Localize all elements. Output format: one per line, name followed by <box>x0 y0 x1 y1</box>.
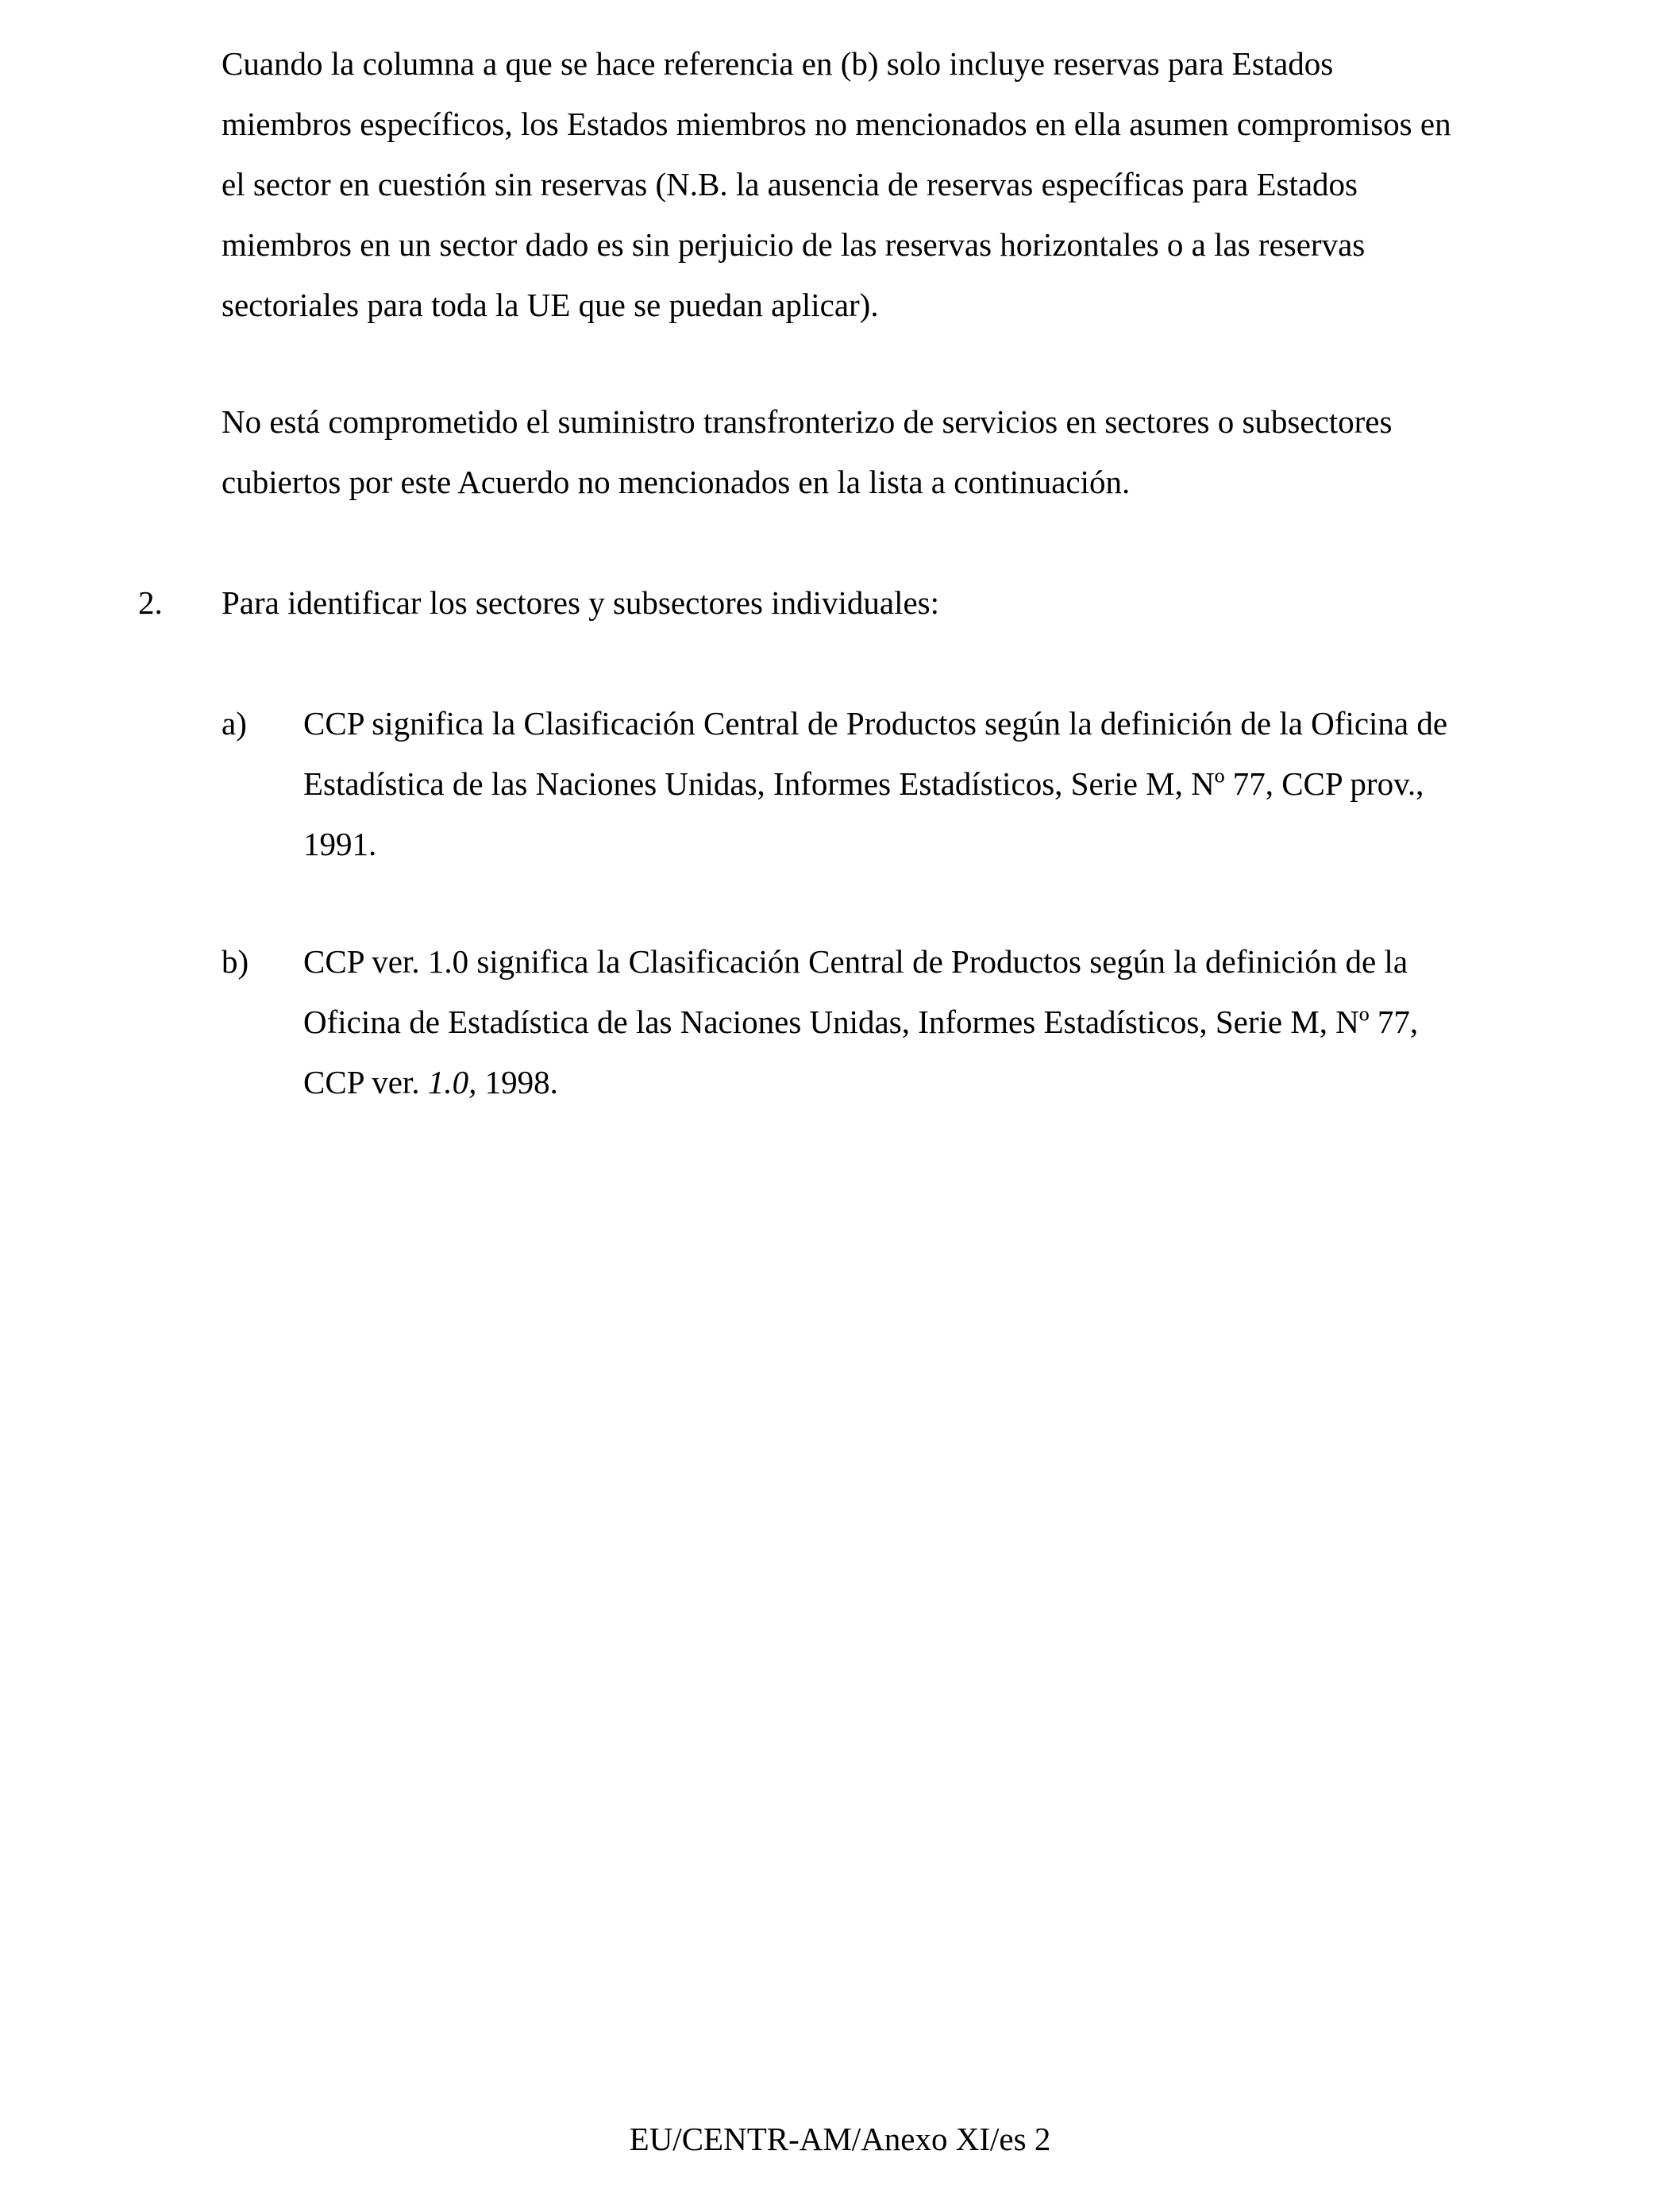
text-line: Cuando la columna a que se hace referencia en (b) solo incluye reservas para Estados <box>222 45 1334 82</box>
text-line: miembros en un sector dado es sin perjuicio de las reservas horizontales o a las reservas <box>222 226 1366 263</box>
text-line: el sector en cuestión sin reservas (N.B. la ausencia de reservas específicas para Estados <box>222 166 1358 202</box>
text-line: CCP significa la Clasificación Central de Productos según la definición de la Oficina de <box>303 705 1448 742</box>
text-line: miembros específicos, los Estados miembros no mencionados en ella asumen compromisos en <box>222 106 1451 142</box>
paragraph-cross-border-supply <box>222 391 1555 512</box>
subitem-b-text <box>303 931 1558 1112</box>
text-line: No está comprometido el suministro transfronterizo de servicios en sectores o subsectores <box>222 403 1393 440</box>
text-segment: 1998. <box>476 1064 558 1100</box>
subitem-a-label: a) <box>222 705 247 742</box>
paragraph-reservations <box>222 33 1555 335</box>
subitem-a-text <box>303 693 1558 874</box>
page-footer-reference: EU/CENTR-AM/Anexo XI/es 2 <box>629 2121 1051 2157</box>
text-line-ver <box>303 1052 1558 1112</box>
text-line: Oficina de Estadística de las Naciones Unidas, Informes Estadísticos, Serie M, Nº 77, <box>303 1004 1419 1040</box>
subitem-b-label: b) <box>222 943 249 980</box>
text-segment: CCP ver. <box>303 1064 428 1100</box>
text-line: cubiertos por este Acuerdo no mencionados en la lista a continuación. <box>222 464 1131 500</box>
text-line: CCP ver. 1.0 significa la Clasificación Central de Productos según la definición de la <box>303 943 1408 980</box>
text-line: 1991. <box>303 826 377 862</box>
item-number: 2. <box>138 584 163 621</box>
italic-version: 1.0, <box>427 1064 477 1100</box>
item-heading: Para identificar los sectores y subsectores individuales: <box>222 584 940 621</box>
text-line: Estadística de las Naciones Unidas, Informes Estadísticos, Serie M, Nº 77, CCP prov., <box>303 765 1424 802</box>
text-line: sectoriales para toda la UE que se puedan aplicar). <box>222 287 879 323</box>
